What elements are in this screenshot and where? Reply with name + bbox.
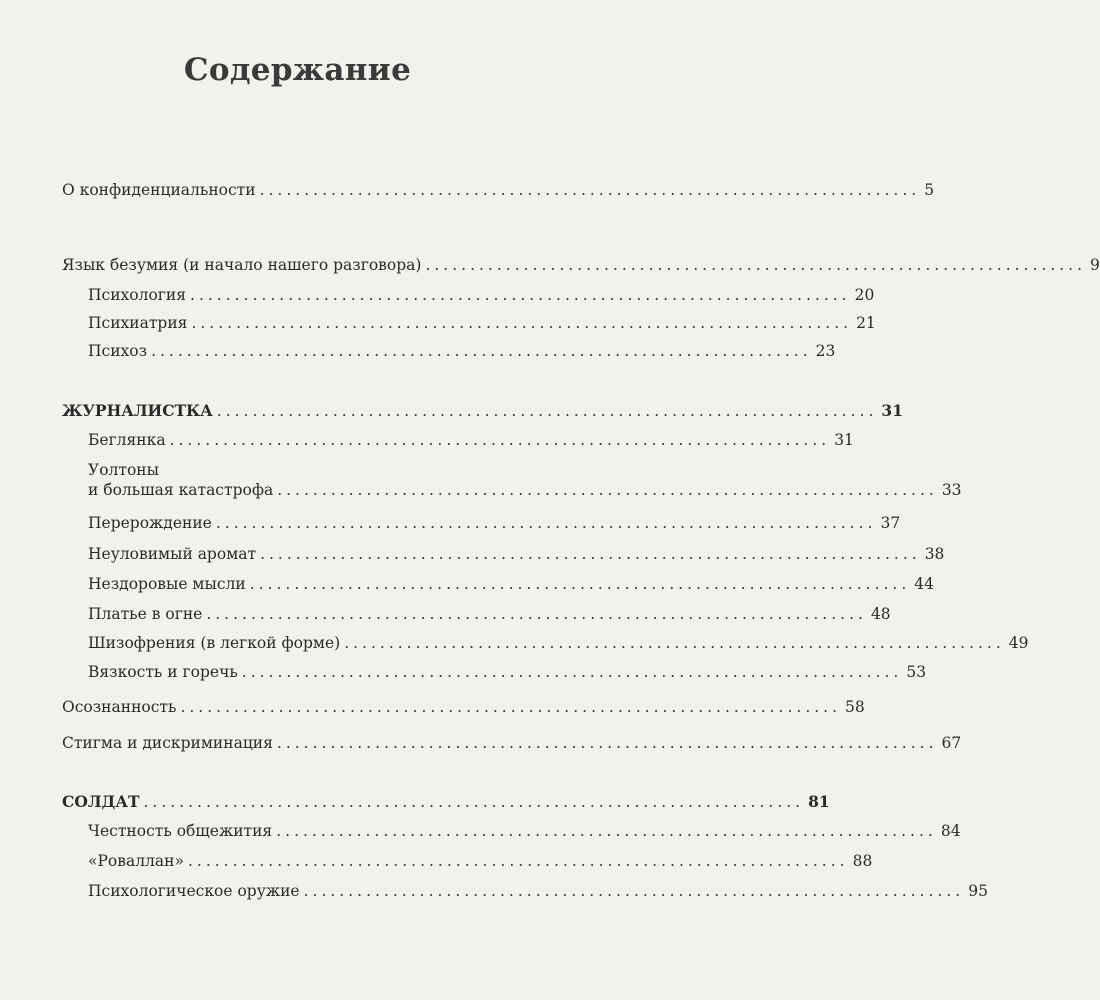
dot-leader: .......................................................................... [180,698,842,716]
toc-entry-page: 81 [808,792,830,811]
toc-entry-label: Нездоровые мысли [88,575,246,593]
toc-entry[interactable] [88,604,891,624]
toc-entry-label: Вязкость и горечь [88,663,238,681]
toc-entry-page: 37 [880,514,901,532]
dot-leader: .......................................................................... [303,882,965,900]
dot-leader: .......................................................................... [277,481,938,499]
toc-entry-page: 67 [941,734,962,752]
dot-leader: .......................................................................... [425,256,1087,274]
toc-entry[interactable] [88,821,961,841]
toc-entry-label: «Роваллан» [88,852,184,870]
toc-entry-label: Неуловимый аромат [88,545,257,563]
toc-entry-label: Честность общежития [88,822,273,840]
dot-leader: .......................................................................... [276,734,938,752]
dot-leader: .......................................................................... [259,181,921,199]
toc-entry-label [88,460,273,500]
toc-entry-page: 95 [968,882,988,900]
toc-entry-page: 20 [854,286,875,304]
toc-entry-label: ЖУРНАЛИСТКА [62,401,213,420]
toc-entry-page: 48 [870,605,891,623]
toc-entry-page: 33 [941,481,962,499]
dot-leader: .......................................................................... [143,793,805,811]
dot-leader: .......................................................................... [215,514,877,532]
toc-entry-label-line: Уолтоны [88,461,159,479]
toc-entry-label: Психоз [88,342,148,360]
toc-entry-page: 5 [924,181,935,199]
toc-entry-page: 23 [815,342,836,360]
toc-entry-page: 44 [914,575,935,593]
toc-entry[interactable] [62,697,865,717]
toc-entry-page: 88 [852,852,873,870]
toc-entry-page: 9 [1090,256,1100,274]
toc-entry-label: СОЛДАТ [62,792,140,811]
toc-entry-label: Стигма и дискриминация [62,734,273,752]
toc-entry-page: 53 [906,663,927,681]
toc-entry-page: 38 [924,545,945,563]
toc-entry-label-line: и большая катастрофа [88,481,274,499]
dot-leader: .......................................................................... [169,431,831,449]
toc-entry-page: 58 [845,698,865,716]
toc-entry-page: 84 [940,822,961,840]
toc-entry[interactable] [88,633,1029,653]
toc-entry[interactable] [88,313,876,333]
toc-entry-label: Психология [88,286,187,304]
toc-entry[interactable] [62,255,1100,275]
dot-leader: .......................................................................... [249,575,911,593]
dot-leader: .......................................................................... [260,545,921,563]
toc-entry-label: Беглянка [88,431,166,449]
toc-entry-page: 49 [1008,634,1029,652]
dot-leader: .......................................................................... [216,402,878,420]
toc-entry[interactable] [88,574,935,594]
toc-entry-label: Психиатрия [88,314,188,332]
toc-entry-label: Шизофрения (в легкой форме) [88,634,341,652]
toc-entry-label: О конфиденциальности [62,181,256,199]
dot-leader: .......................................................................... [344,634,1005,652]
toc-entry[interactable] [88,430,854,450]
dot-leader: .......................................................................... [187,852,849,870]
toc-entry-page: 31 [881,401,903,420]
dot-leader: .......................................................................... [241,663,903,681]
toc-entry-label: Осознанность [62,698,177,716]
toc-part-entry[interactable] [62,792,830,812]
toc-entry[interactable] [88,544,945,564]
dot-leader: .......................................................................... [190,286,851,304]
toc-entry[interactable] [88,881,988,901]
toc-entry[interactable] [88,851,873,871]
toc-part-entry[interactable] [62,401,903,421]
dot-leader: .......................................................................... [191,314,853,332]
dot-leader: .......................................................................... [276,822,937,840]
page-title: Содержание [183,52,412,88]
toc-entry-label: Перерождение [88,514,212,532]
toc-entry-page: 21 [856,314,876,332]
toc-entry[interactable] [88,662,927,682]
toc-entry-label: Платье в огне [88,605,203,623]
dot-leader: .......................................................................... [151,342,812,360]
toc-entry-label: Психологическое оружие [88,882,300,900]
toc-entry[interactable] [88,285,875,305]
toc-entry[interactable] [62,180,935,200]
toc-entry[interactable] [62,733,962,753]
dot-leader: .......................................................................... [206,605,867,623]
toc-entry[interactable] [88,460,962,500]
toc-entry-page: 31 [834,431,854,449]
toc-entry-label: Язык безумия (и начало нашего разговора) [62,256,422,274]
toc-entry[interactable] [88,513,901,533]
toc-entry[interactable] [88,341,836,361]
